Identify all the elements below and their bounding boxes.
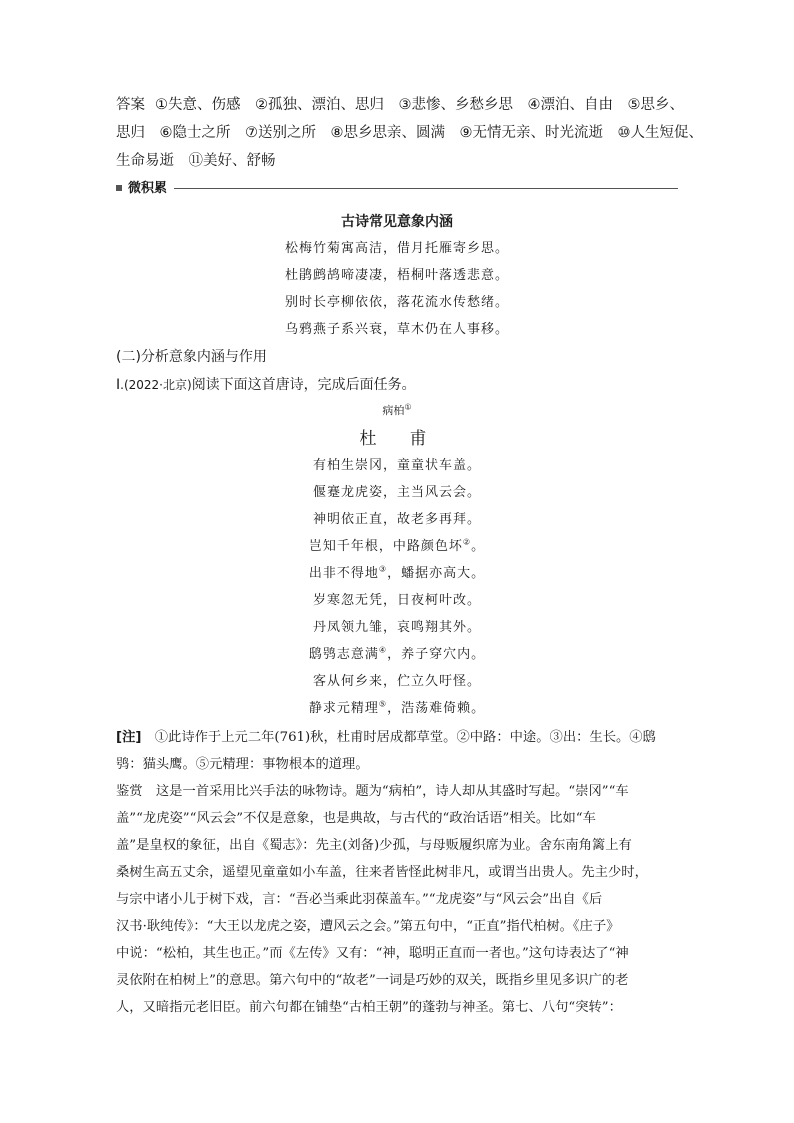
imagery-title: 古诗常见意象内涵 bbox=[341, 214, 453, 230]
poem-line bbox=[0, 700, 794, 718]
imagery-verse: 杜鹃鹧鸪啼凄凄，梧桐叶落透悲意。 bbox=[284, 268, 509, 283]
poem-line: 客从何乡来，伫立久吁怪。 bbox=[312, 674, 481, 689]
poem-line-tail: ，蟠据亦高大。 bbox=[387, 566, 486, 581]
appreciation-line: 盖”“龙虎姿”“风云会”不仅是意象，也是典故，与古代的“政治话语”相关。比如“车 bbox=[116, 811, 596, 826]
poem-author: 杜 甫 bbox=[359, 429, 435, 449]
poem-line: 岁寒忽无凭，日夜柯叶改。 bbox=[312, 593, 481, 608]
poem-footnote-mark: ③ bbox=[378, 564, 388, 574]
appreciation-line: 人，又暗指元老旧臣。前六句都在铺垫“古柏王朝”的蓬勃与神圣。第七、八句“突转”： bbox=[116, 1000, 622, 1015]
imagery-verse: 乌鸦燕子系兴衰，草木仍在人事移。 bbox=[284, 322, 509, 337]
question-number: Ⅰ bbox=[116, 377, 121, 393]
poem-line bbox=[0, 538, 794, 556]
section-title: 微积累 bbox=[128, 181, 168, 196]
poem-line: 丹凤领九雏，哀鸣翔其外。 bbox=[312, 620, 481, 635]
notes-line-2: 鸮：猫头鹰。⑤元精理：事物根本的道理。 bbox=[116, 757, 369, 772]
poem-line-text: 出非不得地 bbox=[308, 566, 379, 581]
appreciation-line: 盖”是皇权的象征，出自《蜀志》：先主(刘备)少孤，与母贩履织席为业。舍东南角篱上有 bbox=[116, 838, 632, 853]
appreciation-line: 灵依附在柏树上”的意思。第六句中的“故老”一词是巧妙的双关，既指乡里见多识广的老 bbox=[116, 973, 629, 988]
appreciation-line bbox=[116, 782, 682, 801]
poem-title: 病柏 bbox=[382, 404, 405, 417]
section-marker-icon bbox=[116, 185, 122, 191]
poem-line: 有柏生崇冈，童童状车盖。 bbox=[312, 458, 481, 473]
poem-line bbox=[0, 646, 794, 664]
poem-line: 偃蹇龙虎姿，主当风云会。 bbox=[312, 485, 481, 500]
notes-label: [注] bbox=[116, 730, 142, 745]
question-line bbox=[116, 375, 686, 395]
appreciation-label: 鉴赏 bbox=[116, 784, 143, 799]
poem-line-tail: ，养子穿穴内。 bbox=[387, 647, 486, 662]
poem-line-text: 鸱鸮志意满 bbox=[308, 647, 379, 662]
appreciation-line: 汉书·耿纯传》：“大王以龙虎之姿，遭风云之会。”第五句中，“正直”指代柏树。《庄子》 bbox=[116, 919, 620, 934]
poem-footnote-mark: ② bbox=[462, 537, 472, 547]
appreciation-line: 与宗中诸小儿于树下戏，言：“吾必当乘此羽葆盖车。”“龙虎姿”与“风云会”出自《后 bbox=[116, 892, 603, 907]
poem-line-text: 静求元精理 bbox=[308, 701, 379, 716]
appreciation-text: 这是一首采用比兴手法的咏物诗。题为“病柏”，诗人却从其盛时写起。“崇冈”“车 bbox=[142, 784, 629, 799]
section-divider bbox=[174, 188, 678, 189]
poem-line-tail: 。 bbox=[471, 539, 486, 554]
poem-footnote-mark: ⑤ bbox=[378, 699, 388, 709]
answer-line-3: 生命易逝 ⑪美好、舒畅 bbox=[116, 153, 276, 169]
question-source: .(2022·北京) bbox=[120, 378, 192, 392]
poem-line-text: 岂知千年根，中路颜色坏 bbox=[308, 539, 463, 554]
imagery-verse: 别时长亭柳依依，落花流水传愁绪。 bbox=[284, 295, 509, 310]
notes-text-1: ①此诗作于上元二年(761)秋，杜甫时居成都草堂。②中路：中途。③出：生长。④鸱 bbox=[141, 730, 656, 745]
poem-line: 神明依正直，故老多再拜。 bbox=[312, 512, 481, 527]
subsection-heading: (二)分析意象内涵与作用 bbox=[116, 349, 267, 365]
section-header bbox=[116, 179, 678, 199]
answer-text-1: ①失意、伤感 ②孤独、漂泊、思归 ③悲惨、乡愁乡思 ④漂泊、自由 ⑤思乡、 bbox=[155, 97, 684, 113]
answer-label: 答案 bbox=[116, 97, 145, 113]
poem-footnote-mark: ④ bbox=[378, 645, 388, 655]
answer-line-1 bbox=[116, 95, 686, 115]
poem-line bbox=[0, 565, 794, 583]
notes-line-1 bbox=[116, 728, 682, 747]
poem-title-note: ① bbox=[404, 402, 412, 412]
poem-title-line bbox=[0, 404, 794, 418]
imagery-verse: 松梅竹菊寓高洁，借月托雁寄乡思。 bbox=[284, 241, 509, 256]
answer-line-2: 思归 ⑥隐士之所 ⑦送别之所 ⑧思乡思亲、圆满 ⑨无情无亲、时光流逝 ⑩人生短促、 bbox=[116, 125, 703, 141]
appreciation-line: 桑树生高五丈余，遥望见童童如小车盖，往来者皆怪此树非凡，或谓当出贵人。先主少时， bbox=[116, 865, 648, 880]
poem-line-tail: ，浩荡难倚赖。 bbox=[387, 701, 486, 716]
question-prompt: 阅读下面这首唐诗，完成后面任务。 bbox=[191, 377, 416, 393]
appreciation-line: 中说：“松柏，其生也正。”而《左传》又有：“神，聪明正直而一者也。”这句诗表达了“神 bbox=[116, 946, 629, 961]
